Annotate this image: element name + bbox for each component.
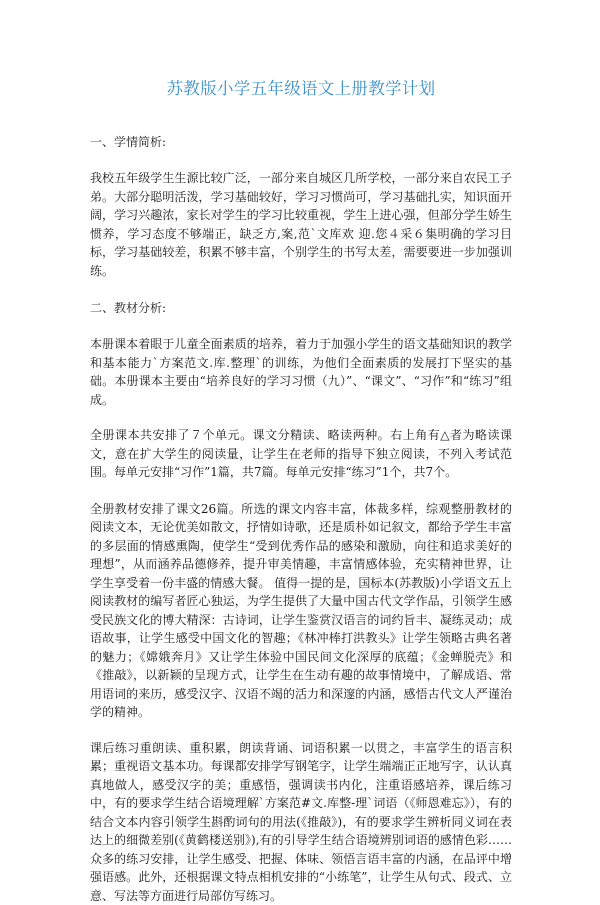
section-heading-textbook-analysis: 二、教材分析:: [90, 299, 512, 317]
paragraph-exercises: 课后练习重朗读、重积累，朗读背诵、词语积累一以贯之，丰富学生的语言积累；重视语文基本功。每课都安排学写钢笔字，让学生端端正正地写字，认认真真地做人，感受汉字的美；重感悟，强调读书内化，注重语感培养，课后练习中，有的要求学生结合语境理解`方案范#文.库整-理`词语（《师恩难忘》），有的结合文本内容引领学生斟酌词句的用法(《推敲》)，有的要求学生辨析同义词在表达上的细微差别(《黄鹤楼送别》),有的引导学生结合语境辨别词语的感情色彩……众多的练习安排，让学生感受、把握、体味、领悟言语丰富的内涵，在品评中增强语感。此外，还根据课文特点相机安排的“小练笔”，让学生从句式、段式、立意、写法等方面进行局部仿写练习。: [90, 739, 512, 905]
paragraph-student-analysis: 我校五年级学生生源比较广泛，一部分来自城区几所学校，一部分来自农民工子弟。大部分聪明活泼，学习基础较好，学习习惯尚可，学习基础扎实，知识面开阔，学习兴趣浓，家长对学生的学习比较重视，学生上进心强，但部分学生娇生惯养，学习态度不够端正，缺乏方,案,范`文库欢 迎.您４采６集明确的学习目标，学习基础较差，积累不够丰富，个别学生的书写太差，需要要进一步加强训练。: [90, 169, 512, 280]
document-title: 苏教版小学五年级语文上册教学计划: [90, 78, 512, 100]
paragraph-texts: 全册教材安排了课文26篇。所选的课文内容丰富，体裁多样，综观整册教材的阅读文本，无论优美如散文，抒情如诗歌，还是质朴如记叙文，都给予学生丰富的多层面的情感熏陶，使学生“受到优秀作品的感染和激励，向往和追求美好的理想”，从而涵养品德修养，提升审美情趣，丰富情感体验，充实精神世界，让学生享受着一份丰盛的情感大餐。 值得一提的是，国标本(苏教版)小学语文五上阅读教材的编写者匠心独运，为学生提供了大量中国古代文学作品，引领学生感受民族文化的博大精深：古诗词，让学生鉴赏汉语言的词约旨丰、凝练灵动；成语故事，让学生感受中国文化的智趣；《林冲棒打洪教头》让学生领略古典名著的魅力；《嫦娥奔月》又让学生体验中国民间文化深厚的底蕴；《金蝉脱壳》和《推敲》，以新颖的呈现方式，让学生在生动有趣的故事情境中，了解成语、常用语词的来历，感受汉字、汉语不竭的活力和深邃的内涵，感悟古代文人严谨治学的精神。: [90, 500, 512, 722]
paragraph-textbook-overview: 本册课本着眼于儿童全面素质的培养，着力于加强小学生的语文基础知识的教学和基本能力`方案范文.库.整理`的训练，为他们全面素质的发展打下坚实的基础。本册课本主要由“培养良好的学习习惯（九）”、“课文”、“习作”和“练习”组成。: [90, 335, 512, 409]
section-heading-student-analysis: 一、学情简析:: [90, 133, 512, 151]
paragraph-units: 全册课本共安排了７个单元。课文分精读、略读两种。右上角有△者为略读课文，意在扩大学生的阅读量，让学生在老师的指导下独立阅读，不列入考试范围。每单元安排“习作”1篇，共7篇。每单元安排“练习”1个，共7个。: [90, 426, 512, 482]
